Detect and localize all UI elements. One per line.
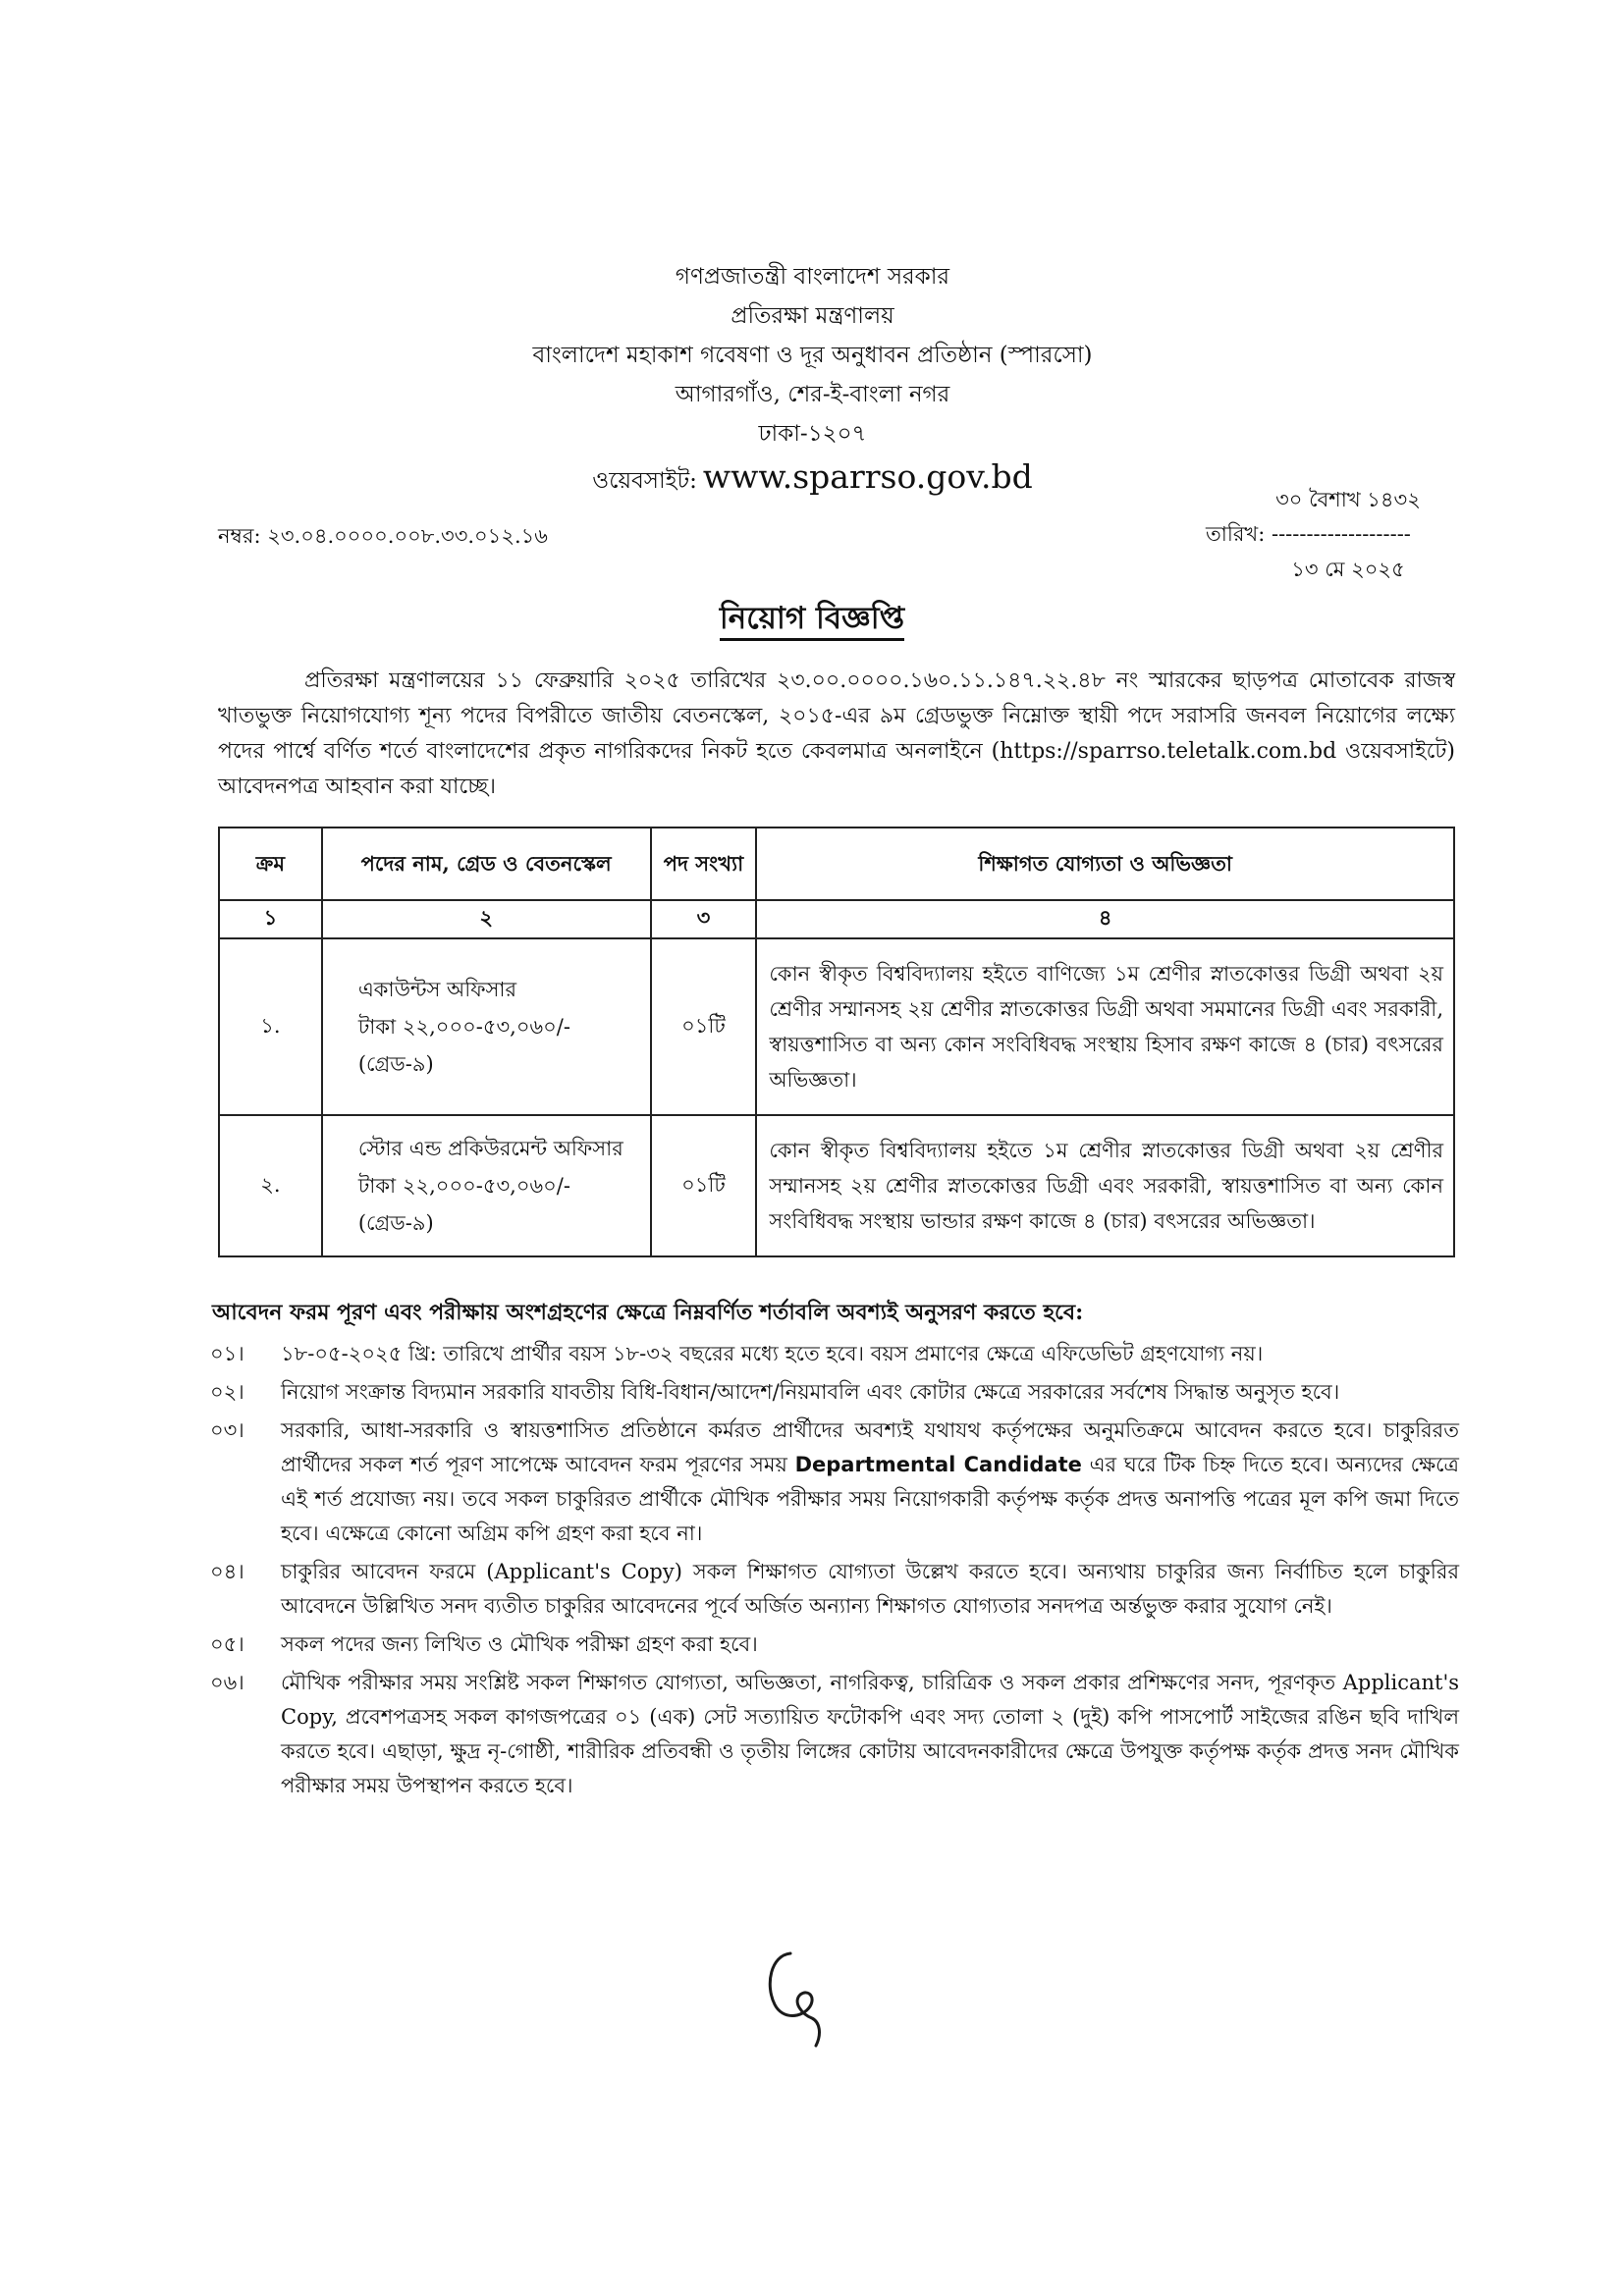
city-line: ঢাকা-১২০৭ (758, 421, 867, 447)
condition-item (210, 1414, 1459, 1551)
condition-text-part: এর ঘরে টিক চিহ্ন দিতে হবে। অন্যদের ক্ষেত্রে এই শর্ত প্রযোজ্য নয়। তবে সকল চাকুরিরত প্রার্থীকে মৌখিক পরীক্ষার সময় নিয়োগকারী কর্তৃপক্ষ কর্তৃক প্রদত্ত অনাপত্তি পত্রের মূল কপি জমা দিতে হবে। এক্ষেত্রে কোনো অগ্রিম কপি গ্রহণ করা হবে না। (281, 1453, 1459, 1545)
letterhead (353, 257, 1272, 501)
header-count: পদ সংখ্যা (651, 828, 757, 900)
column-number: ৩ (651, 900, 757, 938)
notice-title (0, 595, 1624, 646)
condition-item (210, 1666, 1459, 1803)
condition-text: ১৮-০৫-২০২৫ খ্রি: তারিখে প্রার্থীর বয়স ১৮-৩২ বছরের মধ্যে হতে হবে। বয়স প্রমাণের ক্ষেত্রে এফিডেভিট গ্রহণযোগ্য নয়। (281, 1342, 1264, 1365)
condition-number: ০৪। (210, 1560, 244, 1583)
ministry-name: প্রতিরক্ষা মন্ত্রণালয় (731, 303, 894, 329)
condition-number: ০৫। (210, 1632, 244, 1656)
condition-text-part: সরকারি, আধা-সরকারি ও স্বায়ত্তশাসিত প্রতিষ্ঠানে কর্মরত প্রার্থীদের অবশ্যই যথাযথ কর্তৃপক্ষের অনুমতিক্রমে আবেদন করতে হবে। চাকুরিরত প্রার্থীদের সকল শর্ত পূরণ সাপেক্ষে আবেদন ফরম পূরণের সময় (281, 1418, 1459, 1476)
condition-text: চাকুরির আবেদন ফরমে (Applicant's Copy) সকল শিক্ষাগত যোগ্যতা উল্লেখ করতে হবে। অন্যথায় চাকুরির জন্য নির্বাচিত হলে চাকুরির আবেদনে উল্লিখিত সনদ ব্যতীত চাকুরির আবেদনের পূর্বে অর্জিত অন্যান্য শিক্ষাগত যোগ্যতার সনদপত্র অর্ন্তভুক্ত করার সুযোগ নেই। (281, 1560, 1459, 1618)
intro-paragraph: প্রতিরক্ষা মন্ত্রণালয়ের ১১ ফেব্রুয়ারি ২০২৫ তারিখের ২৩.০০.০০০০.১৬০.১১.১৪৭.২২.৪৮ নং স্মারকের ছাড়পত্র মোতাবেক রাজস্ব খাতভুক্ত নিয়োগযোগ্য শূন্য পদের বিপরীতে জাতীয় বেতনস্কেল, ২০১৫-এর ৯ম গ্রেডভুক্ত নিম্নোক্ত স্থায়ী পদে সরাসরি জনবল নিয়োগের লক্ষ্যে পদের পার্শ্বে বর্ণিত শর্তে বাংলাদেশের প্রকৃত নাগরিকদের নিকট হতে কেবলমাত্র অনলাইনে (https://sparrso.teletalk.com.bd ওয়েবসাইটে) আবেদনপত্র আহবান করা যাচ্ছে। (218, 668, 1455, 799)
departmental-candidate-term: Departmental Candidate (794, 1453, 1082, 1476)
address-line: আগারগাঁও, শের-ই-বাংলা নগর (675, 382, 950, 407)
conditions-heading: আবেদন ফরম পূরণ এবং পরীক্ষায় অংশগ্রহণের ক্ষেত্রে নিম্নবর্ণিত শর্তাবলি অবশ্যই অনুসরণ করতে হবে: (212, 1300, 1084, 1325)
column-number-row (219, 900, 1454, 938)
post-name: স্টোর এন্ড প্রকিউরমেন্ট অফিসার (357, 1137, 623, 1160)
website-line (353, 454, 1272, 501)
post-cell (322, 1115, 651, 1256)
date-label: তারিখ: (1206, 522, 1266, 546)
date-gregorian: ১৩ মে ২০২৫ (1291, 558, 1405, 581)
condition-text: সকল পদের জন্য লিখিত ও মৌখিক পরীক্ষা গ্রহণ করা হবে। (281, 1632, 758, 1656)
date-label-row (1206, 516, 1471, 552)
row-serial: ১. (219, 938, 322, 1115)
post-qualification: কোন স্বীকৃত বিশ্ববিদ্যালয় হইতে বাণিজ্যে ১ম শ্রেণীর স্নাতকোত্তর ডিগ্রী অথবা ২য় শ্রেণীর সম্মানসহ ২য় শ্রেণীর স্নাতকোত্তর ডিগ্রী অথবা সমমানের ডিগ্রী এবং সরকারী, স্বায়ত্তশাসিত বা অন্য কোন সংবিধিবদ্ধ সংস্থায় হিসাব রক্ষণ কাজে ৪ (চার) বৎসরের অভিজ্ঞতা। (756, 938, 1454, 1115)
organization-name: বাংলাদেশ মহাকাশ গবেষণা ও দূর অনুধাবন প্রতিষ্ঠান (স্পারসো) (532, 343, 1093, 368)
condition-text: নিয়োগ সংক্রান্ত বিদ্যমান সরকারি যাবতীয় বিধি-বিধান/আদেশ/নিয়মাবলি এবং কোটার ক্ষেত্রে সরকারের সর্বশেষ সিদ্ধান্ত অনুসৃত হবে। (281, 1380, 1340, 1404)
condition-text (281, 1414, 1459, 1551)
website-link[interactable]: www.sparrso.gov.bd (702, 457, 1033, 496)
post-qualification: কোন স্বীকৃত বিশ্ববিদ্যালয় হইতে ১ম শ্রেণীর স্নাতকোত্তর ডিগ্রী অথবা ২য় শ্রেণীর সম্মানসহ ২য় শ্রেণীর স্নাতকোত্তর ডিগ্রী এবং সরকারী, স্বায়ত্তশাসিত বা অন্য কোন সংবিধিবদ্ধ সংস্থায় ভান্ডার রক্ষণ কাজে ৪ (চার) বৎসরের অভিজ্ঞতা। (756, 1115, 1454, 1256)
post-cell (322, 938, 651, 1115)
government-name: গণপ্রজাতন্ত্রী বাংলাদেশ সরকার (675, 264, 950, 290)
website-label: ওয়েবসাইট: (592, 468, 697, 494)
header-post: পদের নাম, গ্রেড ও বেতনস্কেল (322, 828, 651, 900)
condition-text: মৌখিক পরীক্ষার সময় সংশ্লিষ্ট সকল শিক্ষাগত যোগ্যতা, অভিজ্ঞতা, নাগরিকত্ব, চারিত্রিক ও সকল প্রকার প্রশিক্ষণের সনদ, পূরণকৃত Applicant's Copy, প্রবেশপত্রসহ সকল কাগজপত্রের ০১ (এক) সেট সত্যায়িত ফটোকপি এবং সদ্য তোলা ২ (দুই) কপি পাসপোর্ট সাইজের রঙিন ছবি দাখিল করতে হবে। এছাড়া, ক্ষুদ্র নৃ-গোষ্ঠী, শারীরিক প্রতিবন্ধী ও তৃতীয় লিঙ্গের কোটায় আবেদনকারীদের ক্ষেত্রে উপযুক্ত কর্তৃপক্ষ কর্তৃক প্রদত্ত সনদ মৌখিক পরীক্ষার সময় উপস্থাপন করতে হবে। (281, 1671, 1459, 1797)
date-bangla: ৩০ বৈশাখ ১৪৩২ (1275, 488, 1421, 511)
date-dashes: -------------------- (1271, 522, 1411, 546)
column-number: ২ (322, 900, 651, 938)
header-serial: ক্রম (219, 828, 322, 900)
column-number: ৪ (756, 900, 1454, 938)
table-row (219, 1115, 1454, 1256)
condition-item (210, 1555, 1459, 1624)
condition-number: ০৬। (210, 1671, 244, 1694)
header-qualification: শিক্ষাগত যোগ্যতা ও অভিজ্ঞতা (756, 828, 1454, 900)
row-serial: ২. (219, 1115, 322, 1256)
condition-number: ০১। (210, 1342, 244, 1365)
condition-item (210, 1628, 1459, 1662)
post-count: ০১টি (651, 1115, 757, 1256)
table-header-row (219, 828, 1454, 900)
memo-number: নম্বর: ২৩.০৪.০০০০.০০৮.৩৩.০১২.১৬ (218, 524, 548, 548)
notice-title-text: নিয়োগ বিজ্ঞপ্তি (720, 601, 904, 641)
table-row (219, 938, 1454, 1115)
conditions-list (210, 1337, 1459, 1807)
condition-item (210, 1337, 1459, 1371)
post-pay-scale: টাকা ২২,০০০-৫৩,০৬০/- (গ্রেড-৯) (357, 1015, 570, 1076)
post-count: ০১টি (651, 938, 757, 1115)
post-pay-scale: টাকা ২২,০০০-৫৩,০৬০/- (গ্রেড-৯) (357, 1174, 570, 1235)
condition-number: ০৩। (210, 1418, 244, 1442)
column-number: ১ (219, 900, 322, 938)
posts-table (218, 827, 1455, 1257)
condition-item (210, 1375, 1459, 1410)
condition-number: ০২। (210, 1380, 244, 1404)
signature-mark (751, 1946, 844, 2054)
date-block (1206, 483, 1471, 587)
post-name: একাউন্টস অফিসার (357, 978, 517, 1001)
